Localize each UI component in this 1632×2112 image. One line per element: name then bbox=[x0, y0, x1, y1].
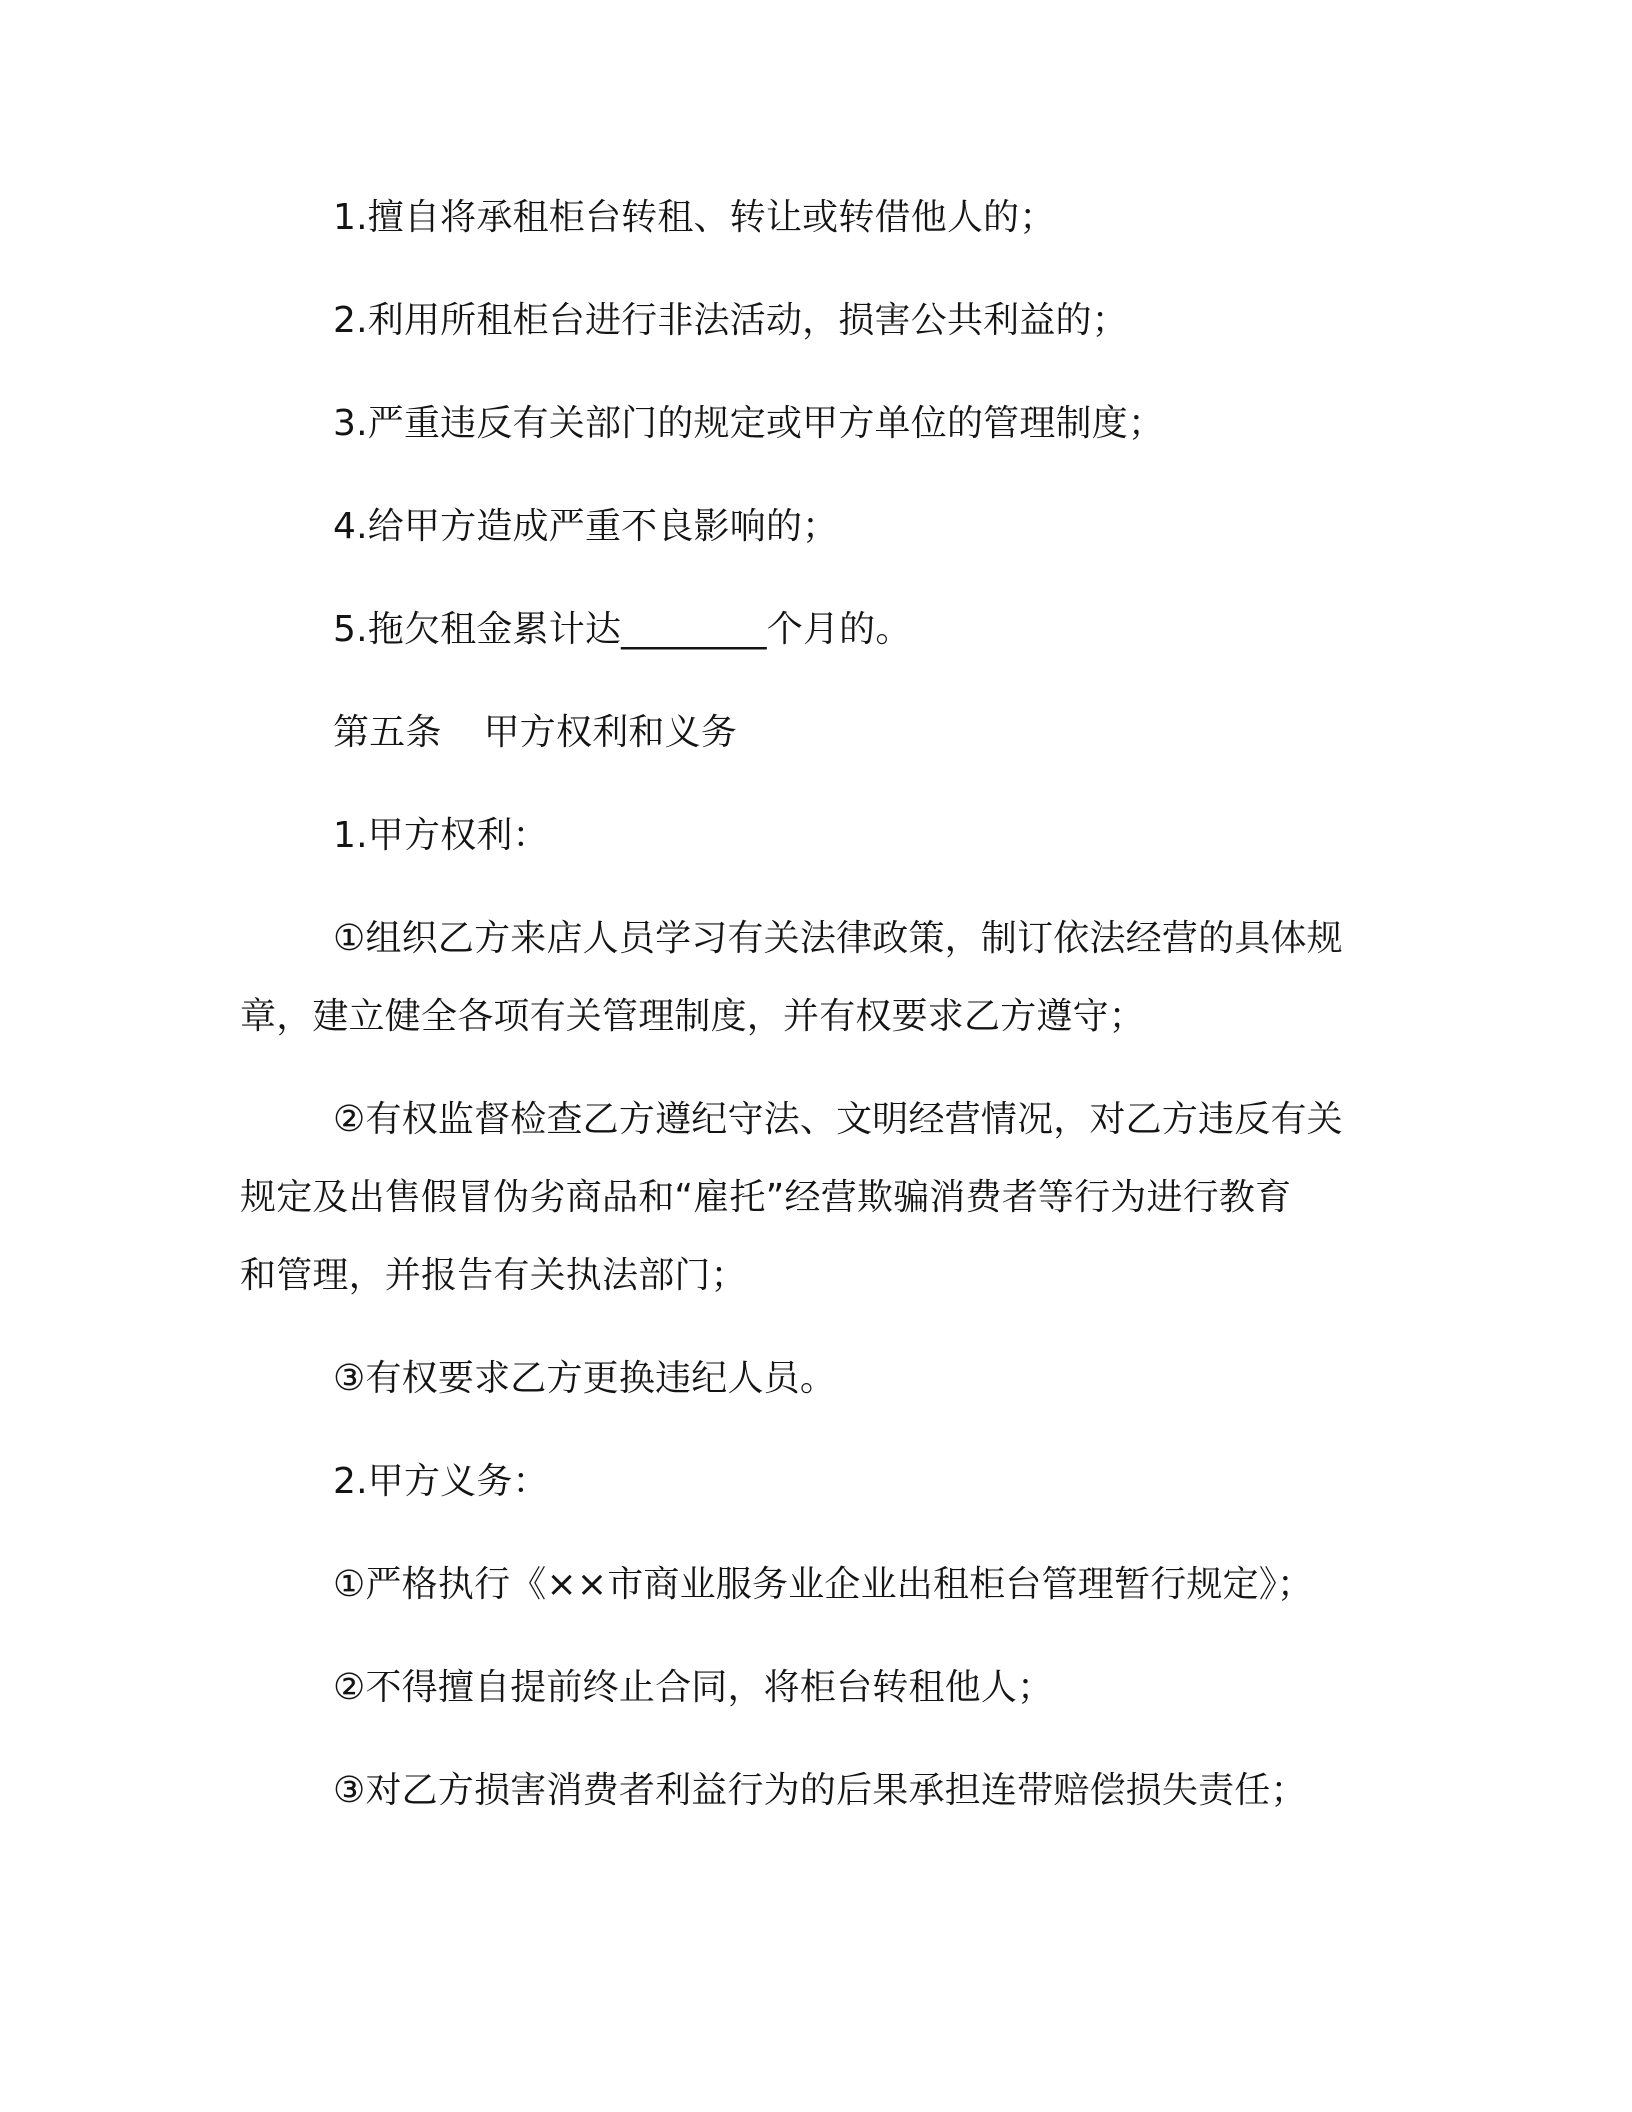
clause-item-1: 1.擅自将承租柜台转租、转让或转借他人的； bbox=[333, 197, 1056, 238]
obligation-item-1: ①严格执行《××市商业服务业企业出租柜台管理暂行规定》； bbox=[333, 1564, 1314, 1605]
article-number: 第五条 bbox=[333, 712, 442, 753]
rights-paragraph-3: ③有权要求乙方更换违纪人员。 bbox=[333, 1358, 837, 1399]
obligations-heading: 2.甲方义务： bbox=[333, 1461, 549, 1502]
rights-heading: 1.甲方权利： bbox=[333, 815, 549, 856]
clause-item-2: 2.利用所租柜台进行非法活动，损害公共利益的； bbox=[333, 300, 1128, 341]
rights-paragraph-2-line-2: 规定及出售假冒伪劣商品和“雇托”经营欺骗消费者等行为进行教育 bbox=[240, 1177, 1292, 1218]
article-heading bbox=[333, 709, 737, 757]
obligation-item-2: ②不得擅自提前终止合同，将柜台转租他人； bbox=[333, 1667, 1054, 1708]
clause-item-5: 5.拖欠租金累计达________个月的。 bbox=[333, 609, 912, 650]
rights-paragraph-1-line-1: ①组织乙方来店人员学习有关法律政策，制订依法经营的具体规 bbox=[333, 918, 1343, 959]
rights-paragraph-1-line-2: 章，建立健全各项有关管理制度，并有权要求乙方遵守； bbox=[240, 996, 1146, 1037]
rights-paragraph-2-line-3: 和管理，并报告有关执法部门； bbox=[240, 1255, 747, 1296]
obligation-item-3: ③对乙方损害消费者利益行为的后果承担连带赔偿损失责任； bbox=[333, 1770, 1307, 1811]
rights-paragraph-2-line-1: ②有权监督检查乙方遵纪守法、文明经营情况，对乙方违反有关 bbox=[333, 1099, 1343, 1140]
clause-item-3: 3.严重违反有关部门的规定或甲方单位的管理制度； bbox=[333, 403, 1165, 444]
article-title: 甲方权利和义务 bbox=[483, 712, 738, 753]
clause-item-4: 4.给甲方造成严重不良影响的； bbox=[333, 506, 839, 547]
